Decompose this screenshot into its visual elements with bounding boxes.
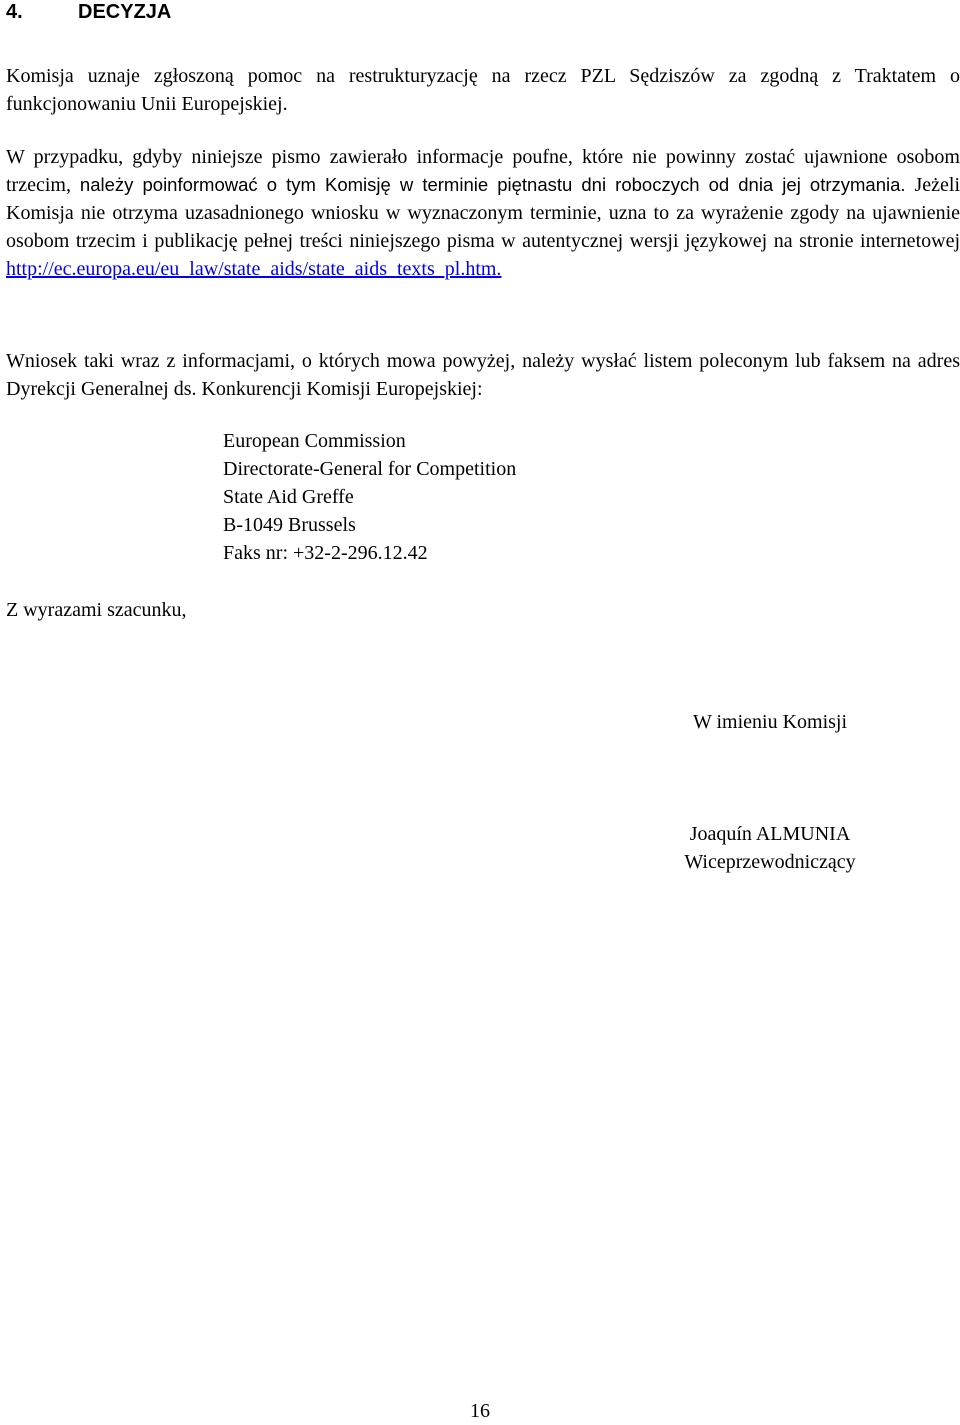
section-title: DECYZJA [78,1,172,23]
signatory-block [620,820,920,876]
closing-salutation: Z wyrazami szacunku, [6,599,187,621]
address-line: B-1049 Brussels [223,514,356,536]
section-number: 4. [6,1,23,23]
page-number: 16 [470,1400,490,1422]
confidentiality-text-c: Jeżeli Komisja nie otrzyma uzasadnionego wniosku w wyznaczonym terminie, uzna to za wyrażenie zgody na ujawnienie osobom trzecim i publikację pełnej treści niniejszego pisma w autentycznej wersji językowej na stronie internetowej [6,174,960,252]
decision-paragraph [6,62,960,118]
address-line: European Commission [223,430,406,452]
confidentiality-paragraph [6,143,960,283]
state-aid-link[interactable]: http://ec.europa.eu/eu_law/state_aids/state_aids_texts_pl.htm. [6,258,502,280]
section-heading [6,0,171,25]
address-line: State Aid Greffe [223,486,354,508]
signatory-role: Wiceprzewodniczący [684,851,856,873]
request-paragraph [6,347,960,403]
address-line: Directorate-General for Competition [223,458,517,480]
address-block [223,427,516,567]
signatory-name: Joaquín ALMUNIA [689,823,851,845]
fax-line: Faks nr: +32-2-296.12.42 [223,542,428,564]
confidentiality-text-b: należy poinformować o tym Komisję w terminie piętnastu dni roboczych od dnia jej otrzymania. [79,174,906,195]
on-behalf-line: W imieniu Komisji [692,711,848,733]
request-text: Wniosek taki wraz z informacjami, o których mowa powyżej, należy wysłać listem poleconym lub faksem na adres Dyrekcji Generalnej ds. Konkurencji Komisji Europejskiej: [6,350,960,400]
decision-text: Komisja uznaje zgłoszoną pomoc na restrukturyzację na rzecz PZL Sędziszów za zgodną z Traktatem o funkcjonowaniu Unii Europejskiej. [6,65,960,115]
confidentiality-text-a: W przypadku, gdyby niniejsze pismo zawierało informacje poufne, które nie powinny zostać ujawnione osobom trzecim, [6,146,960,196]
